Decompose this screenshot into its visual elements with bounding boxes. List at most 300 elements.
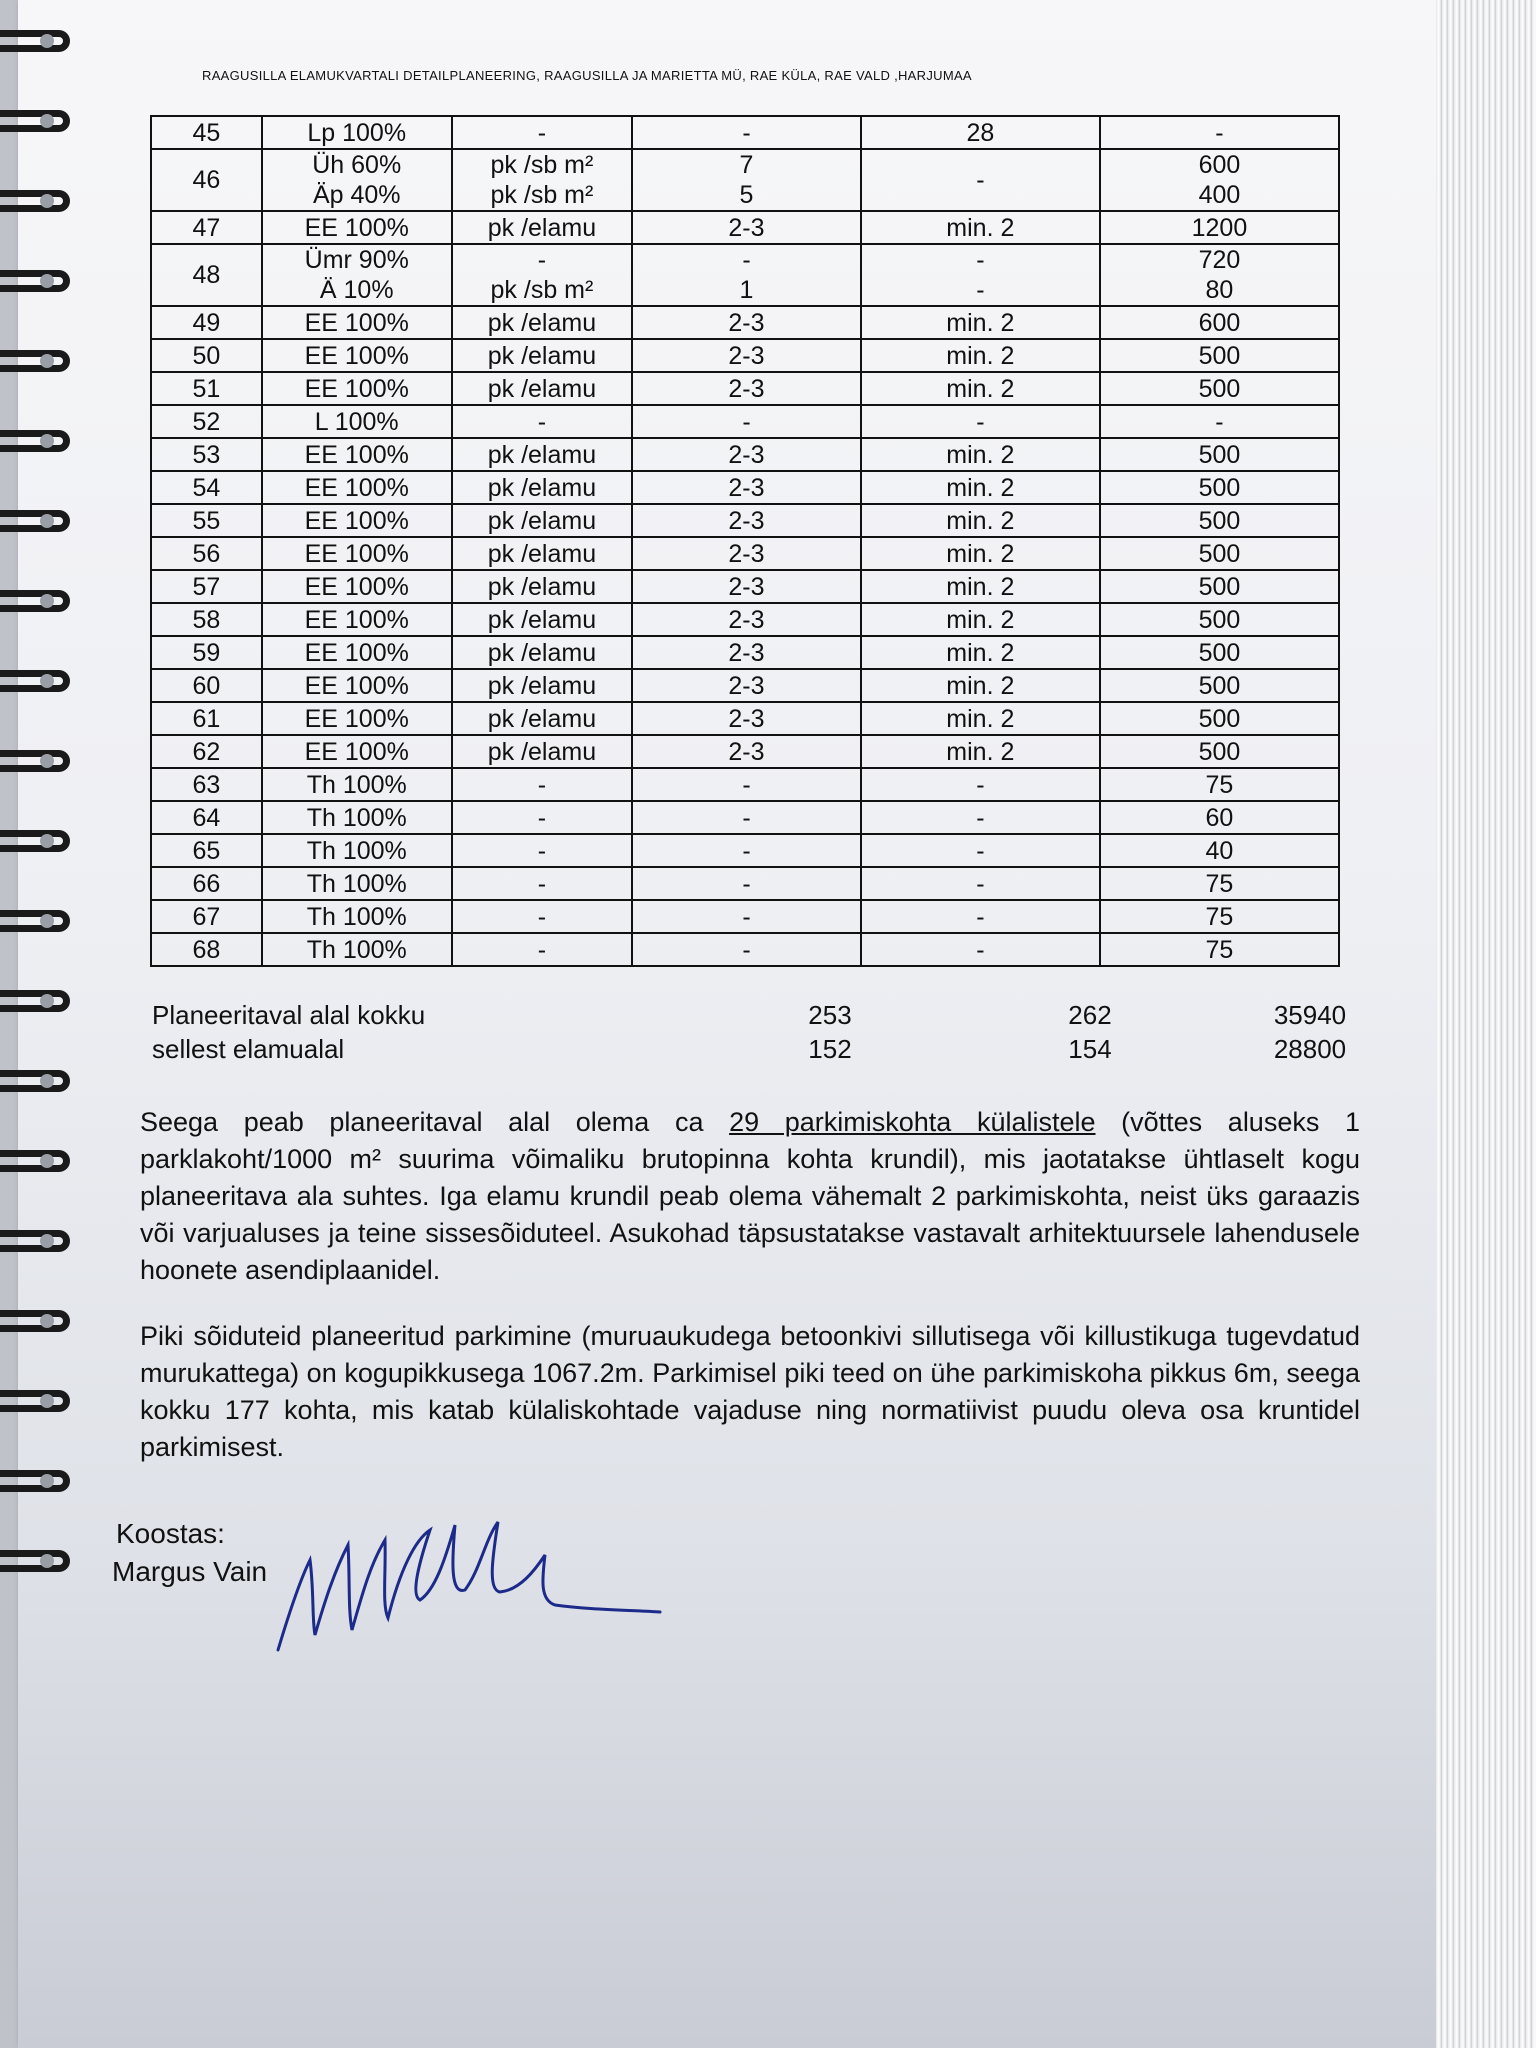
- table-cell: [151, 801, 262, 834]
- cell-text: 2-3: [728, 704, 765, 733]
- cell-text: 57: [192, 572, 221, 601]
- cell-text: EE 100%: [304, 506, 409, 535]
- cell-text: 75: [1205, 935, 1234, 964]
- table-cell: [262, 438, 452, 471]
- table-cell: [151, 244, 262, 306]
- table-cell: [1100, 339, 1339, 372]
- cell-text: 5: [739, 181, 754, 209]
- table-row: [151, 801, 1339, 834]
- cell-text: EE 100%: [304, 671, 409, 700]
- table-cell: [632, 867, 861, 900]
- table-cell: [262, 339, 452, 372]
- table-cell: [452, 438, 632, 471]
- table-cell: [262, 211, 452, 244]
- cell-text: 2-3: [728, 440, 765, 469]
- totals-section: [150, 1000, 1347, 1068]
- table-cell: [861, 471, 1100, 504]
- binding-ring: [0, 1230, 70, 1252]
- table-cell: [151, 570, 262, 603]
- totals-value: 28800: [1273, 1034, 1347, 1064]
- table-cell: [1100, 834, 1339, 867]
- totals-value: 152: [808, 1034, 852, 1064]
- cell-text: 54: [192, 473, 221, 502]
- totals-value: 35940: [1273, 1000, 1347, 1030]
- cell-text: min. 2: [946, 341, 1015, 370]
- table-cell: [1100, 669, 1339, 702]
- cell-text: min. 2: [946, 506, 1015, 535]
- table-cell: [861, 372, 1100, 405]
- cell-text: 48: [192, 261, 221, 289]
- table-cell: [632, 735, 861, 768]
- cell-text: -: [976, 246, 985, 274]
- cell-text: pk /sb m²: [490, 151, 594, 179]
- table-cell: [151, 149, 262, 211]
- binding-ring: [0, 30, 70, 52]
- cell-text: EE 100%: [304, 473, 409, 502]
- cell-text: 1200: [1191, 213, 1248, 242]
- cell-text: 500: [1198, 473, 1241, 502]
- cell-text: 2-3: [728, 213, 765, 242]
- cell-text: 500: [1198, 671, 1241, 700]
- plot-table-body: [151, 116, 1339, 966]
- table-cell: [861, 116, 1100, 149]
- cell-text: 75: [1205, 902, 1234, 931]
- cell-text: 500: [1198, 539, 1241, 568]
- table-cell: [452, 702, 632, 735]
- table-cell: [861, 211, 1100, 244]
- table-cell: [861, 504, 1100, 537]
- binding-hole: [40, 674, 54, 688]
- cell-text: 500: [1198, 341, 1241, 370]
- binding-hole: [40, 994, 54, 1008]
- binding-ring: [0, 990, 70, 1012]
- table-cell: [861, 801, 1100, 834]
- cell-text: 67: [192, 902, 221, 931]
- table-row: [151, 537, 1339, 570]
- cell-text: pk /elamu: [487, 374, 597, 403]
- table-cell: [452, 834, 632, 867]
- cell-text: 600: [1198, 308, 1241, 337]
- table-cell: [151, 636, 262, 669]
- binding-ring: [0, 1150, 70, 1172]
- table-cell: [452, 211, 632, 244]
- binding-hole: [40, 1474, 54, 1488]
- table-cell: [151, 471, 262, 504]
- totals-row-residential: [150, 1034, 1347, 1068]
- table-row: [151, 636, 1339, 669]
- cell-text: -: [742, 407, 751, 436]
- table-cell: [632, 570, 861, 603]
- table-cell: [632, 768, 861, 801]
- table-cell: [632, 537, 861, 570]
- table-cell: [1100, 149, 1339, 211]
- cell-text: min. 2: [946, 638, 1015, 667]
- table-cell: [452, 669, 632, 702]
- cell-text: -: [976, 803, 985, 832]
- table-row: [151, 669, 1339, 702]
- table-cell: [1100, 570, 1339, 603]
- cell-text: -: [1215, 118, 1224, 147]
- table-cell: [452, 570, 632, 603]
- totals-label: sellest elamualal: [152, 1034, 345, 1064]
- paragraph-text: Seega peab planeeritaval alal olema ca: [140, 1107, 730, 1137]
- cell-text: 2-3: [728, 572, 765, 601]
- table-cell: [151, 735, 262, 768]
- table-row: [151, 339, 1339, 372]
- cell-text: 56: [192, 539, 221, 568]
- table-cell: [262, 116, 452, 149]
- binding-hole: [40, 114, 54, 128]
- table-cell: [151, 933, 262, 966]
- cell-text: -: [537, 770, 547, 799]
- cell-text: 53: [192, 440, 221, 469]
- cell-text: 75: [1205, 869, 1234, 898]
- table-cell: [861, 834, 1100, 867]
- binding-ring: [0, 590, 70, 612]
- table-cell: [632, 471, 861, 504]
- table-row: [151, 438, 1339, 471]
- cell-text: 64: [192, 803, 221, 832]
- cell-text: EE 100%: [304, 374, 409, 403]
- table-cell: [151, 834, 262, 867]
- table-row: [151, 504, 1339, 537]
- table-cell: [1100, 306, 1339, 339]
- table-cell: [632, 149, 861, 211]
- cell-text: EE 100%: [304, 605, 409, 634]
- cell-text: Th 100%: [306, 935, 407, 964]
- totals-value: 262: [1068, 1000, 1112, 1030]
- cell-text: min. 2: [946, 704, 1015, 733]
- cell-text: min. 2: [946, 374, 1015, 403]
- binding-hole: [40, 194, 54, 208]
- binding-ring: [0, 830, 70, 852]
- table-cell: [262, 372, 452, 405]
- cell-text: pk /elamu: [487, 605, 597, 634]
- table-cell: [452, 735, 632, 768]
- table-cell: [262, 768, 452, 801]
- table-cell: [151, 339, 262, 372]
- cell-text: 500: [1198, 704, 1241, 733]
- roadside-parking-paragraph: Piki sõiduteid planeeritud parkimine (muruaukudega betoonkivi sillutisega või killustikuga tugevdatud murukattega) on kogupikkusega 1067.2m. Parkimisel piki teed on ühe parkimiskoha pikkus 6m, seega kokku 177 kohta, mis katab külaliskohtade vajaduse ning normatiivist puudu oleva osa kruntidel parkimisest.: [140, 1321, 1360, 1462]
- table-cell: [632, 900, 861, 933]
- table-cell: [151, 372, 262, 405]
- binding-hole: [40, 354, 54, 368]
- binding-hole: [40, 434, 54, 448]
- cell-text: -: [537, 246, 547, 274]
- table-cell: [452, 116, 632, 149]
- cell-text: -: [976, 902, 985, 931]
- table-cell: [262, 636, 452, 669]
- table-cell: [632, 339, 861, 372]
- table-row: [151, 735, 1339, 768]
- paragraph-underlined-text: 29 parkimiskohta külalistele: [729, 1107, 1096, 1137]
- table-cell: [262, 405, 452, 438]
- cell-text: -: [976, 869, 985, 898]
- cell-text: 2-3: [728, 539, 765, 568]
- cell-text: EE 100%: [304, 572, 409, 601]
- binding-hole: [40, 34, 54, 48]
- table-cell: [632, 834, 861, 867]
- binding-hole: [40, 754, 54, 768]
- table-cell: [632, 801, 861, 834]
- cell-text: pk /elamu: [487, 671, 597, 700]
- cell-text: pk /sb m²: [490, 276, 594, 304]
- cell-text: EE 100%: [304, 539, 409, 568]
- table-cell: [452, 768, 632, 801]
- table-cell: [1100, 636, 1339, 669]
- cell-text: -: [976, 407, 985, 436]
- author-name: Margus Vain: [112, 1556, 268, 1587]
- cell-text: -: [976, 836, 985, 865]
- binding-ring: [0, 1470, 70, 1492]
- cell-text: Üh 60%: [312, 151, 402, 179]
- binding-hole: [40, 1074, 54, 1088]
- table-cell: [632, 933, 861, 966]
- cell-text: 61: [192, 704, 221, 733]
- table-cell: [262, 900, 452, 933]
- binding-hole: [40, 1554, 54, 1568]
- table-cell: [262, 244, 452, 306]
- table-cell: [632, 244, 861, 306]
- cell-text: -: [742, 902, 751, 931]
- cell-text: pk /elamu: [487, 341, 597, 370]
- cell-text: 46: [192, 166, 221, 194]
- cell-text: Th 100%: [306, 803, 407, 832]
- handwritten-signature: [270, 1500, 690, 1680]
- cell-text: pk /elamu: [487, 440, 597, 469]
- table-cell: [861, 570, 1100, 603]
- table-cell: [262, 504, 452, 537]
- cell-text: 500: [1198, 572, 1241, 601]
- binding-ring: [0, 910, 70, 932]
- table-cell: [1100, 768, 1339, 801]
- cell-text: 600: [1198, 151, 1241, 179]
- table-row: [151, 149, 1339, 211]
- table-cell: [861, 438, 1100, 471]
- cell-text: EE 100%: [304, 638, 409, 667]
- cell-text: -: [537, 803, 547, 832]
- cell-text: 66: [192, 869, 221, 898]
- cell-text: 2-3: [728, 605, 765, 634]
- table-cell: [151, 900, 262, 933]
- cell-text: EE 100%: [304, 341, 409, 370]
- table-cell: [861, 900, 1100, 933]
- cell-text: -: [742, 869, 751, 898]
- table-cell: [452, 306, 632, 339]
- cell-text: 59: [192, 638, 221, 667]
- cell-text: EE 100%: [304, 213, 409, 242]
- cell-text: 1: [739, 276, 754, 304]
- table-row: [151, 768, 1339, 801]
- table-cell: [1100, 735, 1339, 768]
- table-cell: [1100, 438, 1339, 471]
- binding-ring: [0, 1310, 70, 1332]
- table-cell: [151, 603, 262, 636]
- table-row: [151, 834, 1339, 867]
- cell-text: 500: [1198, 737, 1241, 766]
- table-row: [151, 471, 1339, 504]
- cell-text: 63: [192, 770, 221, 799]
- table-row: [151, 116, 1339, 149]
- cell-text: -: [742, 770, 751, 799]
- table-cell: [861, 244, 1100, 306]
- author-label: Koostas:: [116, 1518, 225, 1549]
- cell-text: 52: [192, 407, 221, 436]
- table-cell: [262, 603, 452, 636]
- cell-text: 500: [1198, 638, 1241, 667]
- cell-text: 51: [192, 374, 221, 403]
- binding-hole: [40, 834, 54, 848]
- table-cell: [262, 702, 452, 735]
- table-cell: [1100, 504, 1339, 537]
- table-cell: [151, 768, 262, 801]
- cell-text: pk /elamu: [487, 308, 597, 337]
- plot-table: [150, 115, 1340, 967]
- cell-text: Lp 100%: [307, 118, 407, 147]
- cell-text: 400: [1198, 181, 1241, 209]
- table-cell: [1100, 867, 1339, 900]
- cell-text: 65: [192, 836, 221, 865]
- cell-text: EE 100%: [304, 308, 409, 337]
- table-cell: [632, 636, 861, 669]
- cell-text: pk /elamu: [487, 572, 597, 601]
- binding-ring: [0, 430, 70, 452]
- cell-text: Th 100%: [306, 902, 407, 931]
- table-cell: [452, 900, 632, 933]
- table-cell: [861, 339, 1100, 372]
- table-cell: [861, 603, 1100, 636]
- table-cell: [151, 116, 262, 149]
- table-cell: [262, 306, 452, 339]
- table-cell: [151, 537, 262, 570]
- cell-text: -: [537, 118, 547, 147]
- totals-value: 253: [808, 1000, 852, 1030]
- table-cell: [861, 867, 1100, 900]
- table-cell: [262, 537, 452, 570]
- table-cell: [861, 735, 1100, 768]
- table-row: [151, 933, 1339, 966]
- table-cell: [1100, 537, 1339, 570]
- table-cell: [632, 211, 861, 244]
- cell-text: -: [537, 836, 547, 865]
- table-cell: [151, 867, 262, 900]
- table-cell: [861, 537, 1100, 570]
- cell-text: 40: [1205, 836, 1234, 865]
- cell-text: -: [742, 803, 751, 832]
- table-cell: [151, 702, 262, 735]
- table-cell: [1100, 933, 1339, 966]
- cell-text: 500: [1198, 506, 1241, 535]
- cell-text: pk /elamu: [487, 506, 597, 535]
- table-cell: [1100, 702, 1339, 735]
- binding-hole: [40, 1234, 54, 1248]
- table-cell: [262, 149, 452, 211]
- table-cell: [632, 372, 861, 405]
- table-cell: [452, 244, 632, 306]
- table-row: [151, 603, 1339, 636]
- table-cell: [452, 405, 632, 438]
- binding-hole: [40, 274, 54, 288]
- table-row: [151, 570, 1339, 603]
- table-cell: [1100, 900, 1339, 933]
- document-header: RAAGUSILLA ELAMUKVARTALI DETAILPLANEERING, RAAGUSILLA JA MARIETTA MÜ, RAE KÜLA, RAE VALD ,HARJUMAA: [202, 68, 972, 83]
- cell-text: Th 100%: [306, 869, 407, 898]
- cell-text: Ümr 90%: [304, 246, 409, 274]
- paragraph-text: (võttes aluseks 1 parklakoht/1000 m² suurima võimaliku brutopinna kohta krundil), mis jaotatakse ühtlaselt kogu planeeritava ala suhtes. Iga elamu krundil peab olema vähemalt 2 parkimiskohta, neist üks garaazis või varjualuses ja teine sissesõiduteel. Asukohad täpsustatakse vastavalt arhitektuursele lahendusele hoonete asendiplaanidel.: [140, 1107, 1360, 1285]
- table-cell: [1100, 603, 1339, 636]
- cell-text: 2-3: [728, 473, 765, 502]
- cell-text: 2-3: [728, 341, 765, 370]
- table-cell: [632, 306, 861, 339]
- table-cell: [151, 504, 262, 537]
- table-cell: [1100, 116, 1339, 149]
- cell-text: 62: [192, 737, 221, 766]
- table-cell: [452, 933, 632, 966]
- table-cell: [1100, 211, 1339, 244]
- totals-value: 154: [1068, 1034, 1112, 1064]
- table-cell: [151, 306, 262, 339]
- cell-text: 2-3: [728, 638, 765, 667]
- binding-ring: [0, 190, 70, 212]
- table-cell: [861, 405, 1100, 438]
- table-cell: [861, 933, 1100, 966]
- cell-text: -: [742, 935, 751, 964]
- cell-text: Äp 40%: [312, 181, 401, 209]
- table-cell: [452, 867, 632, 900]
- cell-text: 500: [1198, 440, 1241, 469]
- cell-text: L 100%: [314, 407, 399, 436]
- table-cell: [632, 405, 861, 438]
- cell-text: 720: [1198, 246, 1241, 274]
- binding-ring: [0, 510, 70, 532]
- table-cell: [1100, 244, 1339, 306]
- cell-text: -: [537, 869, 547, 898]
- binding-ring: [0, 1390, 70, 1412]
- cell-text: min. 2: [946, 473, 1015, 502]
- table-cell: [452, 372, 632, 405]
- table-cell: [632, 702, 861, 735]
- cell-text: 49: [192, 308, 221, 337]
- table-cell: [262, 669, 452, 702]
- binding-hole: [40, 914, 54, 928]
- cell-text: -: [537, 902, 547, 931]
- cell-text: Ä 10%: [319, 276, 394, 304]
- table-cell: [632, 669, 861, 702]
- table-cell: [262, 933, 452, 966]
- table-cell: [151, 405, 262, 438]
- table-row: [151, 405, 1339, 438]
- cell-text: min. 2: [946, 213, 1015, 242]
- binding-ring: [0, 1550, 70, 1572]
- table-cell: [262, 801, 452, 834]
- table-cell: [861, 306, 1100, 339]
- binding-ring: [0, 1070, 70, 1092]
- cell-text: 50: [192, 341, 221, 370]
- table-cell: [262, 834, 452, 867]
- binding-hole: [40, 594, 54, 608]
- table-cell: [262, 471, 452, 504]
- cell-text: min. 2: [946, 539, 1015, 568]
- table-cell: [1100, 405, 1339, 438]
- totals-row-all: [150, 1000, 1347, 1034]
- table-cell: [632, 603, 861, 636]
- table-cell: [861, 149, 1100, 211]
- table-row: [151, 372, 1339, 405]
- binding-ring: [0, 670, 70, 692]
- table-cell: [262, 867, 452, 900]
- table-cell: [151, 438, 262, 471]
- cell-text: pk /elamu: [487, 473, 597, 502]
